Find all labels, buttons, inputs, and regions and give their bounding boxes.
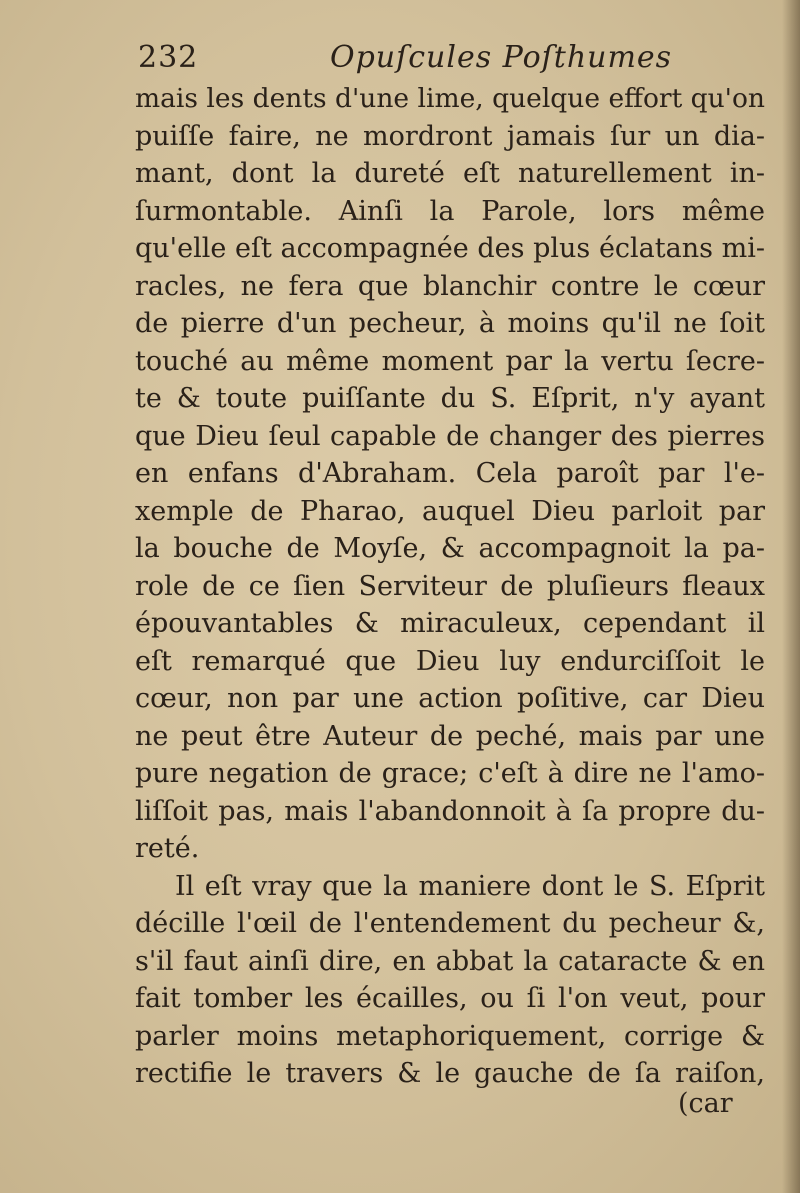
paragraph-start-line: Il eſt vray que la maniere dont le S. Eſprit [175, 870, 765, 902]
text-line: la bouche de Moyſe, & accompagnoit la pa- [135, 533, 765, 564]
page-edge-shadow [782, 0, 800, 1193]
text-line: ne peut être Auteur de peché, mais par une [135, 720, 765, 752]
text-line: qu'elle eſt accompagnée des plus éclatans mi- [135, 233, 765, 264]
text-line: liſſoit pas, mais l'abandonnoit à ſa propre du- [135, 795, 765, 827]
text-line: s'il faut ainſi dire, en abbat la cataracte & en [135, 945, 765, 977]
text-line: eſt remarqué que Dieu luy endurciſſoit le [135, 645, 765, 677]
text-line: en enfans d'Abraham. Cela paroît par l'e- [135, 458, 765, 489]
text-line: puiſſe faire, ne mordront jamais ſur un dia- [135, 120, 765, 152]
text-line: touché au même moment par la vertu ſecre- [135, 345, 765, 377]
text-line: ſurmontable. Ainſi la Parole, lors même [135, 195, 765, 227]
text-line: mant, dont la dureté eſt naturellement in- [135, 158, 765, 189]
text-line: fait tomber les écailles, ou ſi l'on veut, pour [135, 983, 765, 1014]
text-line: mais les dents d'une lime, quelque effort qu'on [135, 83, 765, 114]
text-line: que Dieu ſeul capable de changer des pierres [135, 420, 765, 452]
text-line: rectifie le travers & le gauche de ſa raiſon, [135, 1058, 765, 1089]
text-line: décille l'œil de l'entendement du pecheur &, [135, 908, 765, 939]
text-line: épouvantables & miraculeux, cependant il [135, 608, 765, 639]
text-line: racles, ne fera que blanchir contre le cœur [135, 270, 765, 302]
body-text [135, 80, 765, 1093]
text-line: reté. [135, 833, 200, 864]
page-header [138, 40, 758, 84]
text-line: te & toute puiſſante du S. Eſprit, n'y ayant [135, 383, 765, 414]
text-line: pure negation de grace; c'eſt à dire ne l'amo- [135, 758, 765, 789]
text-line: cœur, non par une action poſitive, car Dieu [135, 683, 765, 714]
catchword: (car [678, 1088, 733, 1119]
page-number: 232 [138, 40, 199, 75]
text-line: de pierre d'un pecheur, à moins qu'il ne ſoit [135, 308, 765, 339]
text-line: xemple de Pharao, auquel Dieu parloit par [135, 495, 765, 527]
running-title: Opuſcules Poſthumes [330, 40, 673, 75]
text-line: role de ce ſien Serviteur de pluſieurs fleaux [135, 570, 765, 602]
text-line: parler moins metaphoriquement, corrige & [135, 1020, 765, 1052]
